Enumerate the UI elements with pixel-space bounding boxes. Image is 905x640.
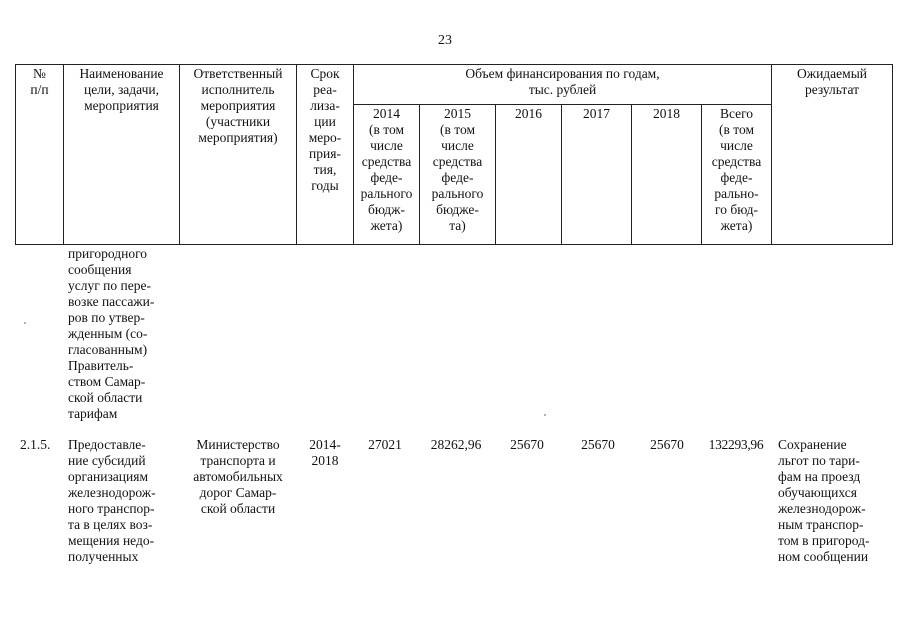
row-number: 2.1.5. — [20, 437, 51, 452]
header-term: Срок реа- лиза- ции меро- прия- тия, годы — [297, 65, 354, 245]
header-year-2018: 2018 — [632, 105, 702, 245]
header-num: № п/п — [16, 65, 64, 245]
row-value-2015: 28262,96 — [430, 437, 482, 452]
row-responsible: Министерство транспорта и автомобильных дорог Самар- ской области — [193, 437, 283, 516]
header-result: Ожидаемый результат — [772, 65, 893, 245]
header-year-2014: 2014 (в том числе средства феде- рального бюдж- жета) — [354, 105, 420, 245]
row-name: Предоставле- ние субсидий организациям железнодорож- ного транспор- та в целях воз- мещения недо- полученных — [68, 437, 156, 564]
table-header — [15, 64, 893, 245]
row-value-total: 132293,96 — [708, 437, 764, 452]
header-responsible: Ответственный исполнитель мероприятия (участники мероприятия) — [180, 65, 297, 245]
scan-speck — [544, 414, 546, 416]
header-year-2015: 2015 (в том числе средства феде- рального бюдже- та) — [420, 105, 496, 245]
header-year-total: Всего (в том числе средства феде- рально- го бюд- жета) — [702, 105, 772, 245]
header-year-2016: 2016 — [496, 105, 562, 245]
row-term: 2014- 2018 — [309, 437, 341, 468]
scan-speck — [24, 322, 26, 324]
header-name: Наименование цели, задачи, мероприятия — [64, 65, 180, 245]
continuation-text: пригородного сообщения услуг по пере- возке пассажи- ров по утвер- жденным (со- гласованным) Правитель- ством Самар- ской области тарифам — [68, 246, 155, 421]
page-number: 23 — [438, 33, 452, 48]
row-value-2014: 27021 — [368, 437, 402, 452]
row-value-2017: 25670 — [581, 437, 615, 452]
row-value-2018: 25670 — [650, 437, 684, 452]
row-value-2016: 25670 — [510, 437, 544, 452]
header-year-2017: 2017 — [562, 105, 632, 245]
header-funding: Объем финансирования по годам, тыс. рублей — [354, 65, 772, 105]
row-result: Сохранение льгот по тари- фам на проезд обучающихся железнодорож- ным транспор- том в пригород- ном сообщении — [778, 437, 870, 564]
